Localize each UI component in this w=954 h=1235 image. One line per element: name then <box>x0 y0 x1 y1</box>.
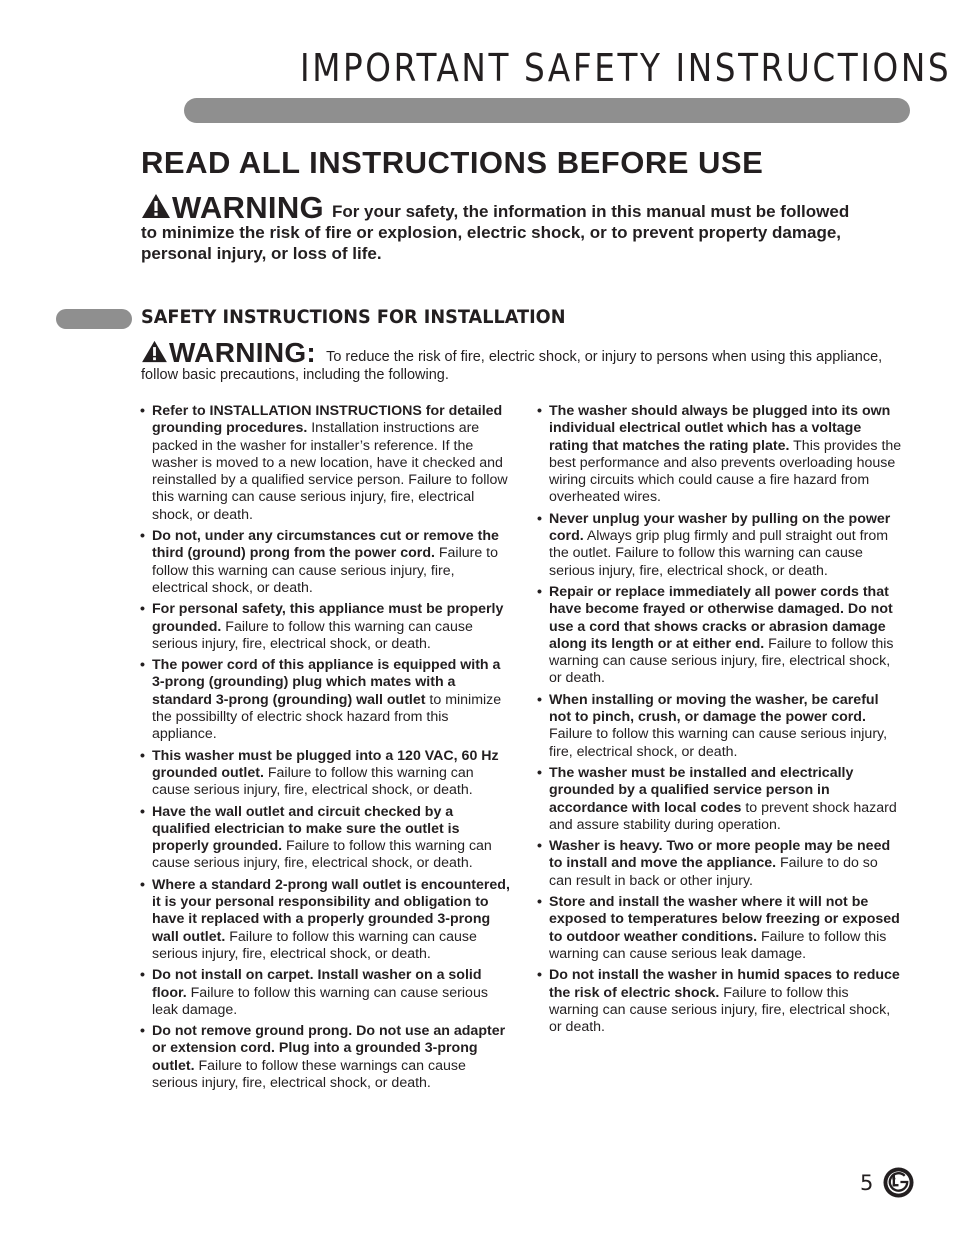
item-text: Failure to follow this warning can cause serious injury, fire, electrical shock, or death. <box>152 928 477 962</box>
list-item <box>537 692 902 761</box>
page-title: IMPORTANT SAFETY INSTRUCTIONS <box>300 46 952 90</box>
list-item <box>140 1023 510 1092</box>
warning-label: WARNING <box>172 190 324 225</box>
item-bold-text: Do not install the washer in humid spaces to reduce the risk of electric shock. <box>549 967 900 1001</box>
item-text: Failure to follow this warning can cause serious leak damage. <box>549 928 887 962</box>
list-item <box>537 511 902 580</box>
item-text: Failure to follow these warnings can cause serious injury, fire, electrical shock, or death. <box>152 1057 466 1091</box>
item-text: Failure to follow this warning can cause serious injury, fire, electrical shock, or death. <box>152 545 499 596</box>
list-item <box>140 657 510 743</box>
right-instructions-list <box>537 403 902 1040</box>
section-heading: SAFETY INSTRUCTIONS FOR INSTALLATION <box>141 306 566 328</box>
warning-triangle-icon <box>141 193 171 219</box>
item-text: Failure to do so can result in back or other injury. <box>549 855 878 889</box>
list-item <box>537 765 902 834</box>
warning-intro-text: For your safety, the information in this manual must be followed to minimize the risk of fire or explosion, electric shock, or to prevent property damage, personal injury, or loss of life. <box>141 202 850 263</box>
list-item <box>140 804 510 873</box>
item-bold-text: Store and install the washer where it will not be exposed to temperatures below freezing or exposed to outdoor weather conditions. <box>549 894 900 945</box>
item-bold-text: This washer must be plugged into a 120 VAC, 60 Hz grounded outlet. <box>152 747 499 781</box>
item-text: to prevent shock hazard and assure stability during operation. <box>549 799 897 833</box>
item-text: Failure to follow this warning can cause serious injury, fire, electrical shock, or death. <box>152 838 492 872</box>
item-text: Installation instructions are packed in the washer for installer’s reference. If the washer is moved to a new location, have it checked and reinstalled by a qualified service person. Failure to follow this warning can cause serious injury, fire, electrical shock, or death. <box>152 420 508 523</box>
item-bold-text: Never unplug your washer by pulling on the power cord. <box>549 510 891 545</box>
item-text: Failure to follow this warning can cause serious injury, fire, electrical shock, or death. <box>549 984 891 1036</box>
warning-intro <box>141 190 861 264</box>
warning-triangle-icon <box>141 340 168 363</box>
list-item <box>537 967 902 1036</box>
list-item <box>140 748 510 800</box>
item-bold-text: Repair or replace immediately all power cords that have become frayed or otherwise damaged. Do not use a cord that shows cracks or abrasion damage along its length or at either end. <box>549 583 893 652</box>
item-text: Failure to follow this warning can cause serious injury, fire, electrical shock, or death. <box>549 726 888 760</box>
item-bold-text: Washer is heavy. Two or more people may be need to install and move the appliance. <box>549 838 891 872</box>
item-text: Failure to follow this warning can cause serious injury, fire, electrical shock, or death. <box>152 618 473 652</box>
item-text: Failure to follow this warning can cause serious leak damage. <box>152 984 488 1018</box>
item-bold-text: Where a standard 2-prong wall outlet is encountered, it is your personal responsibility and obligation to have it replaced with a properly grounded 3-prong wall outlet. <box>152 876 510 945</box>
main-heading: READ ALL INSTRUCTIONS BEFORE USE <box>141 145 764 180</box>
item-bold-text: Do not install on carpet. Install washer on a solid floor. <box>152 967 482 1001</box>
item-text: Failure to follow this warning can cause serious injury, fire, electrical shock, or death. <box>152 764 474 799</box>
page-number: 5 <box>860 1171 874 1195</box>
item-text: This provides the best performance and also prevents overloading house wiring circuits which could cause a fire hazard from overheated wires. <box>549 437 902 506</box>
item-text: Failure to follow this warning can cause serious injury, fire, electrical shock, or death. <box>549 635 894 687</box>
list-item <box>537 403 902 507</box>
list-item <box>140 967 510 1019</box>
item-bold-text: The power cord of this appliance is equipped with a 3-prong (grounding) plug which mates with a standard 3-prong (grounding) wall outlet <box>152 657 501 708</box>
item-text: to minimize the possibillty of electric shock hazard from this appliance. <box>152 691 502 743</box>
left-instructions-list <box>140 403 510 1096</box>
item-bold-text: The washer must be installed and electrically grounded by a qualified service person in accordance with local codes <box>549 764 854 816</box>
list-item <box>537 838 902 890</box>
item-bold-text: Have the wall outlet and circuit checked by a qualified electrician to make sure the outlet is properly grounded. <box>152 803 460 855</box>
installation-warning-text: To reduce the risk of fire, electric shock, or injury to persons when using this appliance, follow basic precautions, including the following. <box>141 349 883 383</box>
item-bold-text: For personal safety, this appliance must be properly grounded. <box>152 601 504 635</box>
lg-logo <box>883 1167 914 1198</box>
list-item <box>140 528 510 597</box>
item-bold-text: When installing or moving the washer, be careful not to pinch, crush, or damage the power cord. <box>549 691 879 726</box>
list-item <box>537 894 902 963</box>
header-bar <box>184 98 910 123</box>
warning-label: WARNING: <box>169 337 317 368</box>
item-bold-text: Do not, under any circumstances cut or remove the third (ground) prong from the power cord. <box>152 528 499 562</box>
item-bold-text: Do not remove ground prong. Do not use an adapter or extension cord. Plug into a grounded 3-prong outlet. <box>152 1023 506 1074</box>
installation-warning <box>141 337 891 384</box>
item-bold-text: Refer to INSTALLATION INSTRUCTIONS for detailed grounding procedures. <box>152 403 503 437</box>
list-item <box>140 601 510 653</box>
list-item <box>140 403 510 524</box>
list-item <box>537 584 902 688</box>
item-bold-text: The washer should always be plugged into its own individual electrical outlet which has a voltage rating that matches the rating plate. <box>549 403 891 454</box>
list-item <box>140 877 510 963</box>
section-marker <box>56 309 132 329</box>
item-text: Always grip plug firmly and pull straight out from the outlet. Failure to follow this warning can cause serious injury, fire, electrical shock, or death. <box>549 528 889 579</box>
